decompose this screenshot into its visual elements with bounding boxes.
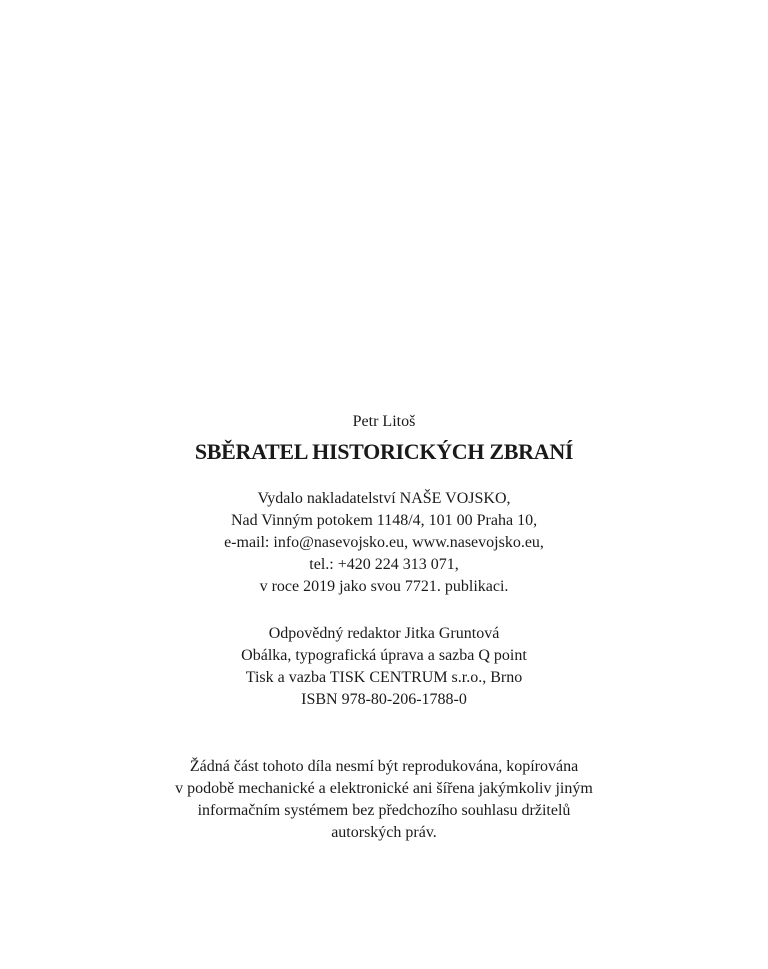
copyright-line: v podobě mechanické a elektronické ani šířena jakýmkoliv jiným	[175, 780, 593, 797]
copyright-line: Žádná část tohoto díla nesmí být reprodukována, kopírována	[189, 758, 579, 775]
publisher-contact-line: e-mail: info@nasevojsko.eu, www.nasevojsko.eu,	[224, 534, 544, 551]
publisher-address-line: Nad Vinným potokem 1148/4, 101 00 Praha 10,	[230, 512, 538, 529]
isbn-line: ISBN 978-80-206-1788-0	[301, 691, 467, 708]
editor-line: Odpovědný redaktor Jitka Gruntová	[268, 625, 500, 642]
copyright-line: autorských práv.	[331, 824, 437, 841]
credits	[0, 623, 768, 711]
author-name: Petr Litoš	[352, 413, 416, 430]
publisher-line: Vydalo nakladatelství NAŠE VOJSKO,	[257, 490, 511, 507]
book-title: SBĚRATEL HISTORICKÝCH ZBRANÍ	[194, 439, 574, 464]
copyright-notice	[0, 756, 768, 844]
publisher-phone-line: tel.: +420 224 313 071,	[309, 556, 459, 573]
printer-line: Tisk a vazba TISK CENTRUM s.r.o., Brno	[245, 669, 523, 686]
publisher-info	[0, 488, 768, 598]
design-line: Obálka, typografická úprava a sazba Q point	[241, 647, 527, 664]
copyright-line: informačním systémem bez předchozího souhlasu držitelů	[197, 802, 571, 819]
publication-year-line: v roce 2019 jako svou 7721. publikaci.	[259, 578, 509, 595]
